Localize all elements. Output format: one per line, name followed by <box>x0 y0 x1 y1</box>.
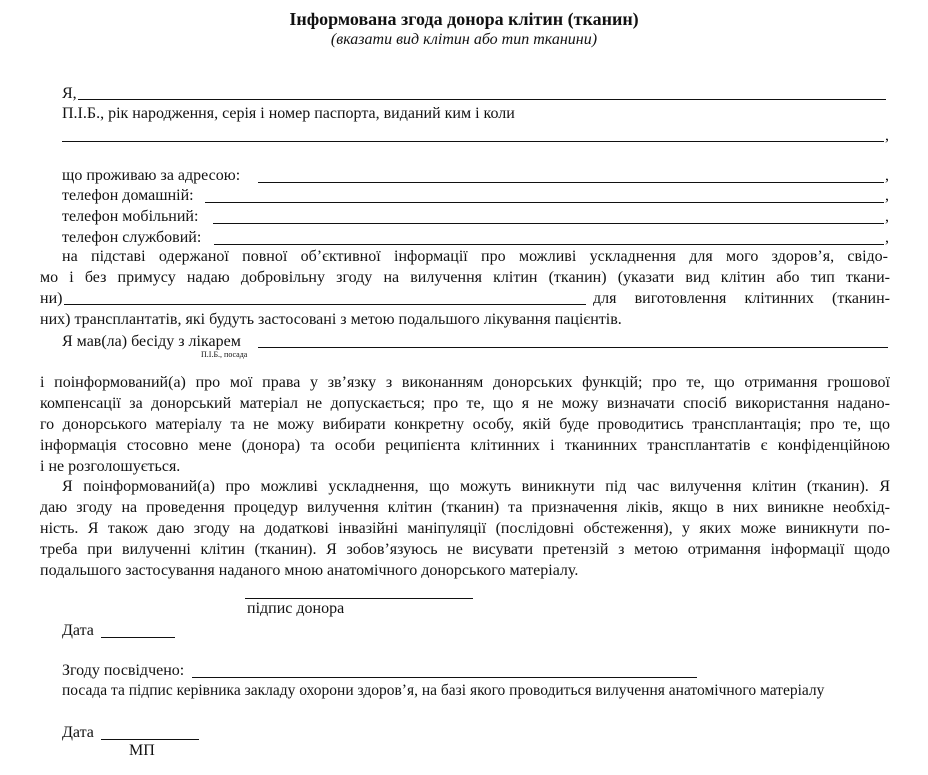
stamp-label: МП <box>129 742 155 759</box>
date2-label: Дата <box>62 724 94 741</box>
home-phone-label: телефон домашній: <box>62 187 194 204</box>
doctor-hint: П.І.Б., посада <box>201 350 248 359</box>
complications-line-4: треба при вилученні клітин (тканин). Я зобов’язуюсь не висувати претензій з метою отримання інформації щодо <box>40 541 890 558</box>
document-title: Інформована згода донора клітин (тканин) <box>289 9 639 29</box>
doctor-label: Я мав(ла) бесіду з лікарем <box>62 333 241 350</box>
comma: , <box>885 208 889 225</box>
certified-field[interactable] <box>192 677 697 678</box>
complications-line-2: даю згоду на проведення процедур вилучення клітин (тканин) та призначення ліків, якщо в них виникне необхід- <box>40 499 890 516</box>
consent-line-3-end: для виготовлення клітинних (тканин- <box>593 290 890 307</box>
comma: , <box>885 167 889 184</box>
consent-line-3-start: ни) <box>40 290 63 307</box>
informed-line-4: інформація стосовно мене (донора) та особи реципієнта клітинних і тканинних трансплантатів є конфіденційною <box>40 437 890 454</box>
date-label: Дата <box>62 622 94 639</box>
informed-line-1: і поінформований(а) про мої права у зв’язку з виконанням донорських функцій; про те, що отримання грошової <box>40 374 890 391</box>
complications-line-3: ність. Я також даю згоду на додаткові інвазійні маніпуляції (послідовні обстеження), у яких може виникнути по- <box>40 520 890 537</box>
work-phone-label: телефон службовий: <box>62 229 202 246</box>
date-field[interactable] <box>101 637 175 638</box>
certified-label: Згоду посвідчено: <box>62 662 185 679</box>
donor-details-field[interactable] <box>62 141 884 142</box>
consent-line-2: мо і без примусу надаю добровільну згоду на вилучення клітин (тканин) (указати вид клітин або тип ткани- <box>40 269 890 286</box>
complications-line-5: подальшого застосування наданого мною анатомічного донорського матеріалу. <box>40 562 579 579</box>
cell-type-field[interactable] <box>64 304 586 305</box>
donor-signature-label: підпис донора <box>247 600 345 617</box>
work-phone-field[interactable] <box>214 244 884 245</box>
informed-line-2: компенсації за донорський матеріал не допускається; про те, що я не можу визначати спосіб використання надано- <box>40 395 890 412</box>
consent-line-4: них) трансплантатів, які будуть застосовані з метою подальшого лікування пацієнтів. <box>40 311 622 328</box>
donor-name-field[interactable] <box>78 99 886 100</box>
document-subtitle: (вказати вид клітин або тип тканини) <box>330 31 598 48</box>
mobile-phone-field[interactable] <box>213 223 884 224</box>
head-signature-hint: посада та підпис керівника закладу охорони здоров’я, на базі якого проводиться вилучення анатомічного матеріалу <box>62 682 825 699</box>
informed-line-3: го донорського матеріалу та не можу вибирати конкретну особу, якій буде проводитись трансплантація; про те, що <box>40 416 890 433</box>
doctor-field[interactable] <box>258 347 888 348</box>
date2-field[interactable] <box>101 739 199 740</box>
complications-line-1: Я поінформований(а) про можливі ускладнення, що можуть виникнути під час вилучення клітин (тканин). Я <box>62 478 890 495</box>
address-field[interactable] <box>258 182 884 183</box>
mobile-phone-label: телефон мобільний: <box>62 208 199 225</box>
ya-label: Я, <box>62 85 77 102</box>
informed-line-5: і не розголошується. <box>40 458 181 475</box>
comma: , <box>885 127 889 144</box>
comma: , <box>885 229 889 246</box>
address-label: що проживаю за адресою: <box>62 167 241 184</box>
comma: , <box>885 187 889 204</box>
home-phone-field[interactable] <box>205 202 884 203</box>
pib-hint: П.І.Б., рік народження, серія і номер паспорта, виданий ким і коли <box>62 105 515 122</box>
consent-line-1: на підставі одержаної повної об’єктивної інформації про можливі ускладнення для мого здоров’я, свідо- <box>62 248 888 265</box>
